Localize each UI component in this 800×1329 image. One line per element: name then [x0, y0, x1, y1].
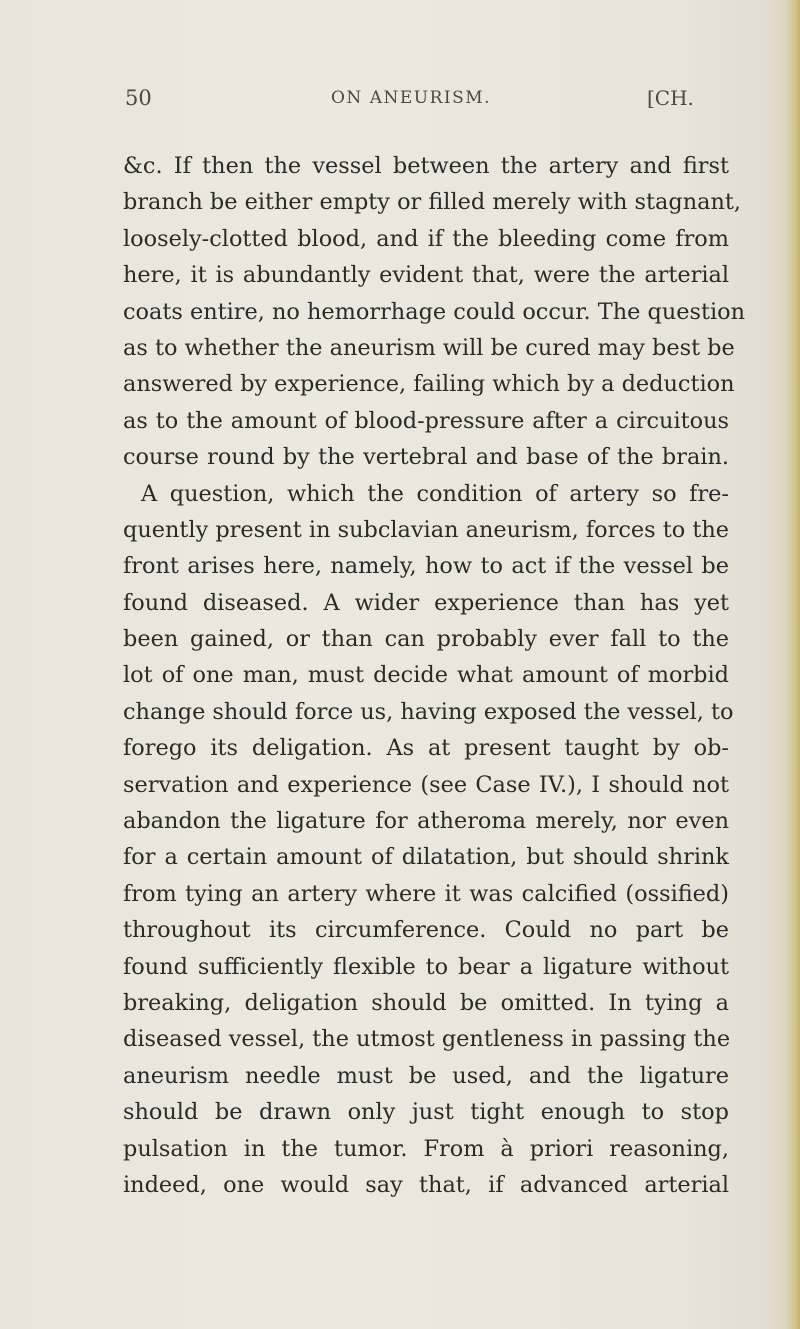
text-line: abandon the ligature for atheroma merely, nor even [123, 808, 729, 835]
text-line: loosely-clotted blood, and if the bleeding come from [123, 225, 729, 252]
text-line: course round by the vertebral and base of the brain. [123, 444, 729, 471]
text-line: branch be either empty or filled merely with stagnant, [123, 189, 742, 216]
running-header [0, 86, 800, 116]
text-line: answered by experience, failing which by a deduction [123, 371, 735, 398]
text-line: indeed, one would say that, if advanced arterial [123, 1171, 729, 1198]
chapter-mark: [CH. [647, 86, 694, 110]
text-line: &c. If then the vessel between the artery and first [123, 153, 729, 179]
text-line: lot of one man, must decide what amount of morbid [123, 662, 729, 689]
text-line: breaking, deligation should be omitted. In tying a [123, 989, 729, 1016]
text-line: should be drawn only just tight enough to stop [123, 1099, 729, 1126]
text-line: coats entire, no hemorrhage could occur. The question [123, 298, 746, 325]
text-line: here, it is abundantly evident that, were the arterial [123, 262, 729, 289]
text-line: forego its deligation. As at present taught by ob- [123, 735, 729, 762]
text-line: change should force us, having exposed the vessel, to [123, 698, 734, 725]
page-number: 50 [125, 86, 152, 110]
text-line: found sufficiently flexible to bear a ligature without [123, 953, 729, 980]
text-line: front arises here, namely, how to act if the vessel be [123, 553, 729, 580]
text-line: A question, which the condition of artery so fre- [141, 480, 729, 507]
body-text [123, 148, 746, 1203]
running-title: ON ANEURISM. [331, 88, 492, 108]
text-line: diseased vessel, the utmost gentleness in passing the [123, 1026, 731, 1053]
text-line: as to whether the aneurism will be cured may best be [123, 334, 735, 361]
text-line: servation and experience (see Case IV.), I should not [123, 771, 729, 798]
text-line: for a certain amount of dilatation, but should shrink [123, 844, 729, 871]
page-edge [786, 0, 800, 1329]
text-line: pulsation in the tumor. From à priori reasoning, [123, 1135, 729, 1162]
text-line: found diseased. A wider experience than has yet [123, 589, 729, 616]
text-line: from tying an artery where it was calcified (ossified) [123, 880, 729, 907]
text-line: throughout its circumference. Could no part be [123, 917, 729, 944]
text-line: aneurism needle must be used, and the ligature [123, 1062, 729, 1089]
text-line: as to the amount of blood-pressure after a circuitous [123, 407, 729, 434]
text-line: been gained, or than can probably ever fall to the [123, 626, 729, 653]
text-line: quently present in subclavian aneurism, forces to the [123, 516, 730, 543]
